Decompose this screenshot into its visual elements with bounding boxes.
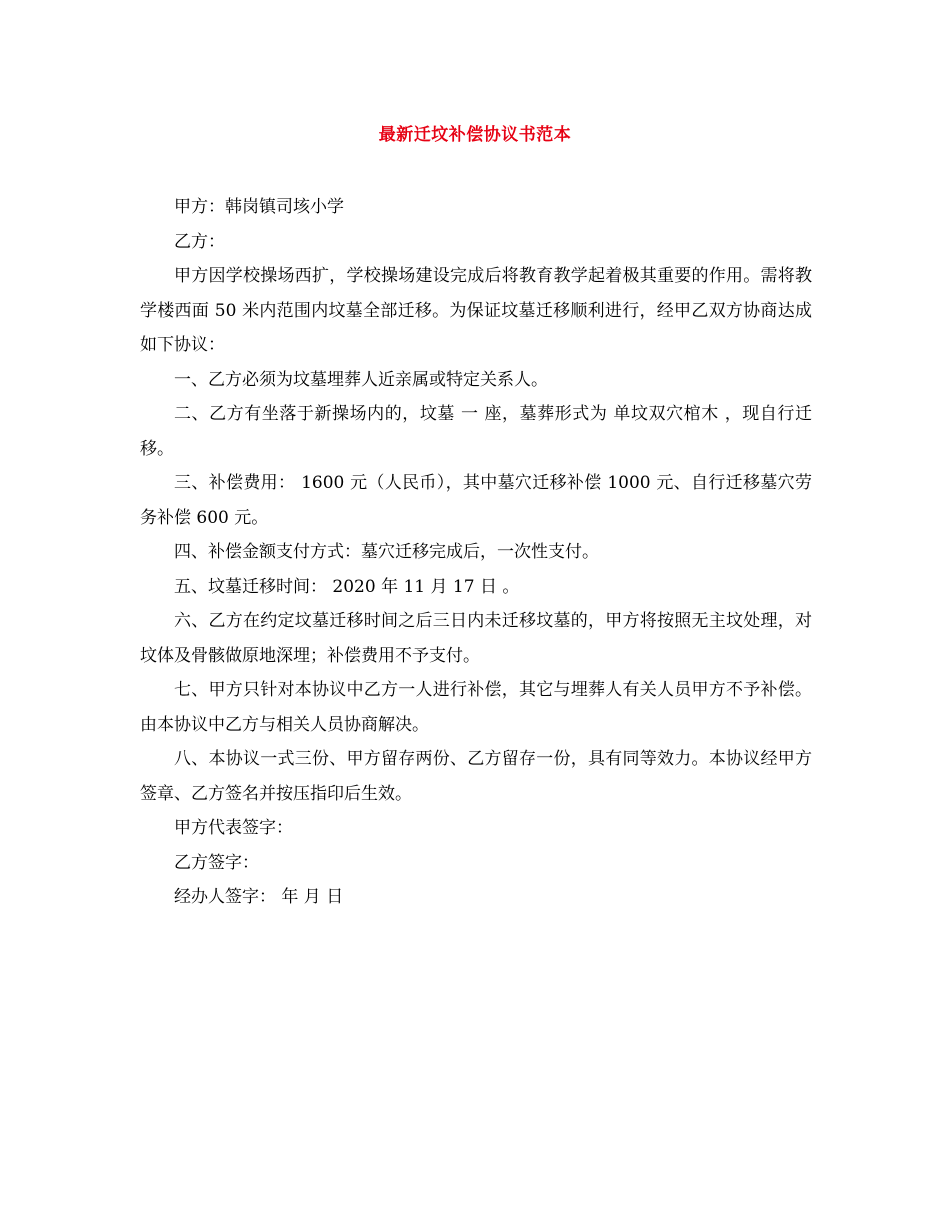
clause-2: 二、乙方有坐落于新操场内的，坟墓 一 座，墓葬形式为 单坟双穴棺木 ，现自行迁移。 bbox=[140, 404, 812, 459]
clause-3: 三、补偿费用： 1600 元（人民币），其中墓穴迁移补偿 1000 元、自行迁移墓穴劳务补偿 600 元。 bbox=[140, 473, 812, 528]
document-title: 最新迁坟补偿协议书范本 bbox=[378, 125, 572, 145]
party-a-line: 甲方：韩岗镇司垓小学 bbox=[174, 197, 344, 217]
party-b-signature-line: 乙方签字： bbox=[174, 852, 259, 873]
party-b-line: 乙方： bbox=[174, 231, 225, 252]
preamble-paragraph: 甲方因学校操场西扩，学校操场建设完成后将教育教学起着极其重要的作用。需将教学楼西面 50 米内范围内坟墓全部迁移。为保证坟墓迁移顺利进行，经甲乙双方协商达成如下协议： bbox=[140, 266, 812, 355]
clause-8: 八、本协议一式三份、甲方留存两份、乙方留存一份，具有同等效力。本协议经甲方签章、乙方签名并按压指印后生效。 bbox=[140, 749, 812, 804]
clause-1: 一、乙方必须为坟墓埋葬人近亲属或特定关系人。 bbox=[174, 369, 548, 390]
clause-5: 五、坟墓迁移时间： 2020 年 11 月 17 日 。 bbox=[174, 576, 520, 597]
clause-7: 七、甲方只针对本协议中乙方一人进行补偿，其它与埋葬人有关人员甲方不予补偿。由本协议中乙方与相关人员协商解决。 bbox=[140, 680, 812, 735]
clause-6: 六、乙方在约定坟墓迁移时间之后三日内未迁移坟墓的，甲方将按照无主坟处理，对坟体及骨骸做原地深埋；补偿费用不予支付。 bbox=[140, 611, 812, 666]
document-body bbox=[140, 190, 812, 915]
clause-4: 四、补偿金额支付方式：墓穴迁移完成后，一次性支付。 bbox=[174, 542, 599, 562]
handler-signature-date-line: 经办人签字： 年 月 日 bbox=[174, 887, 344, 907]
party-a-signature-line: 甲方代表签字： bbox=[174, 818, 293, 838]
